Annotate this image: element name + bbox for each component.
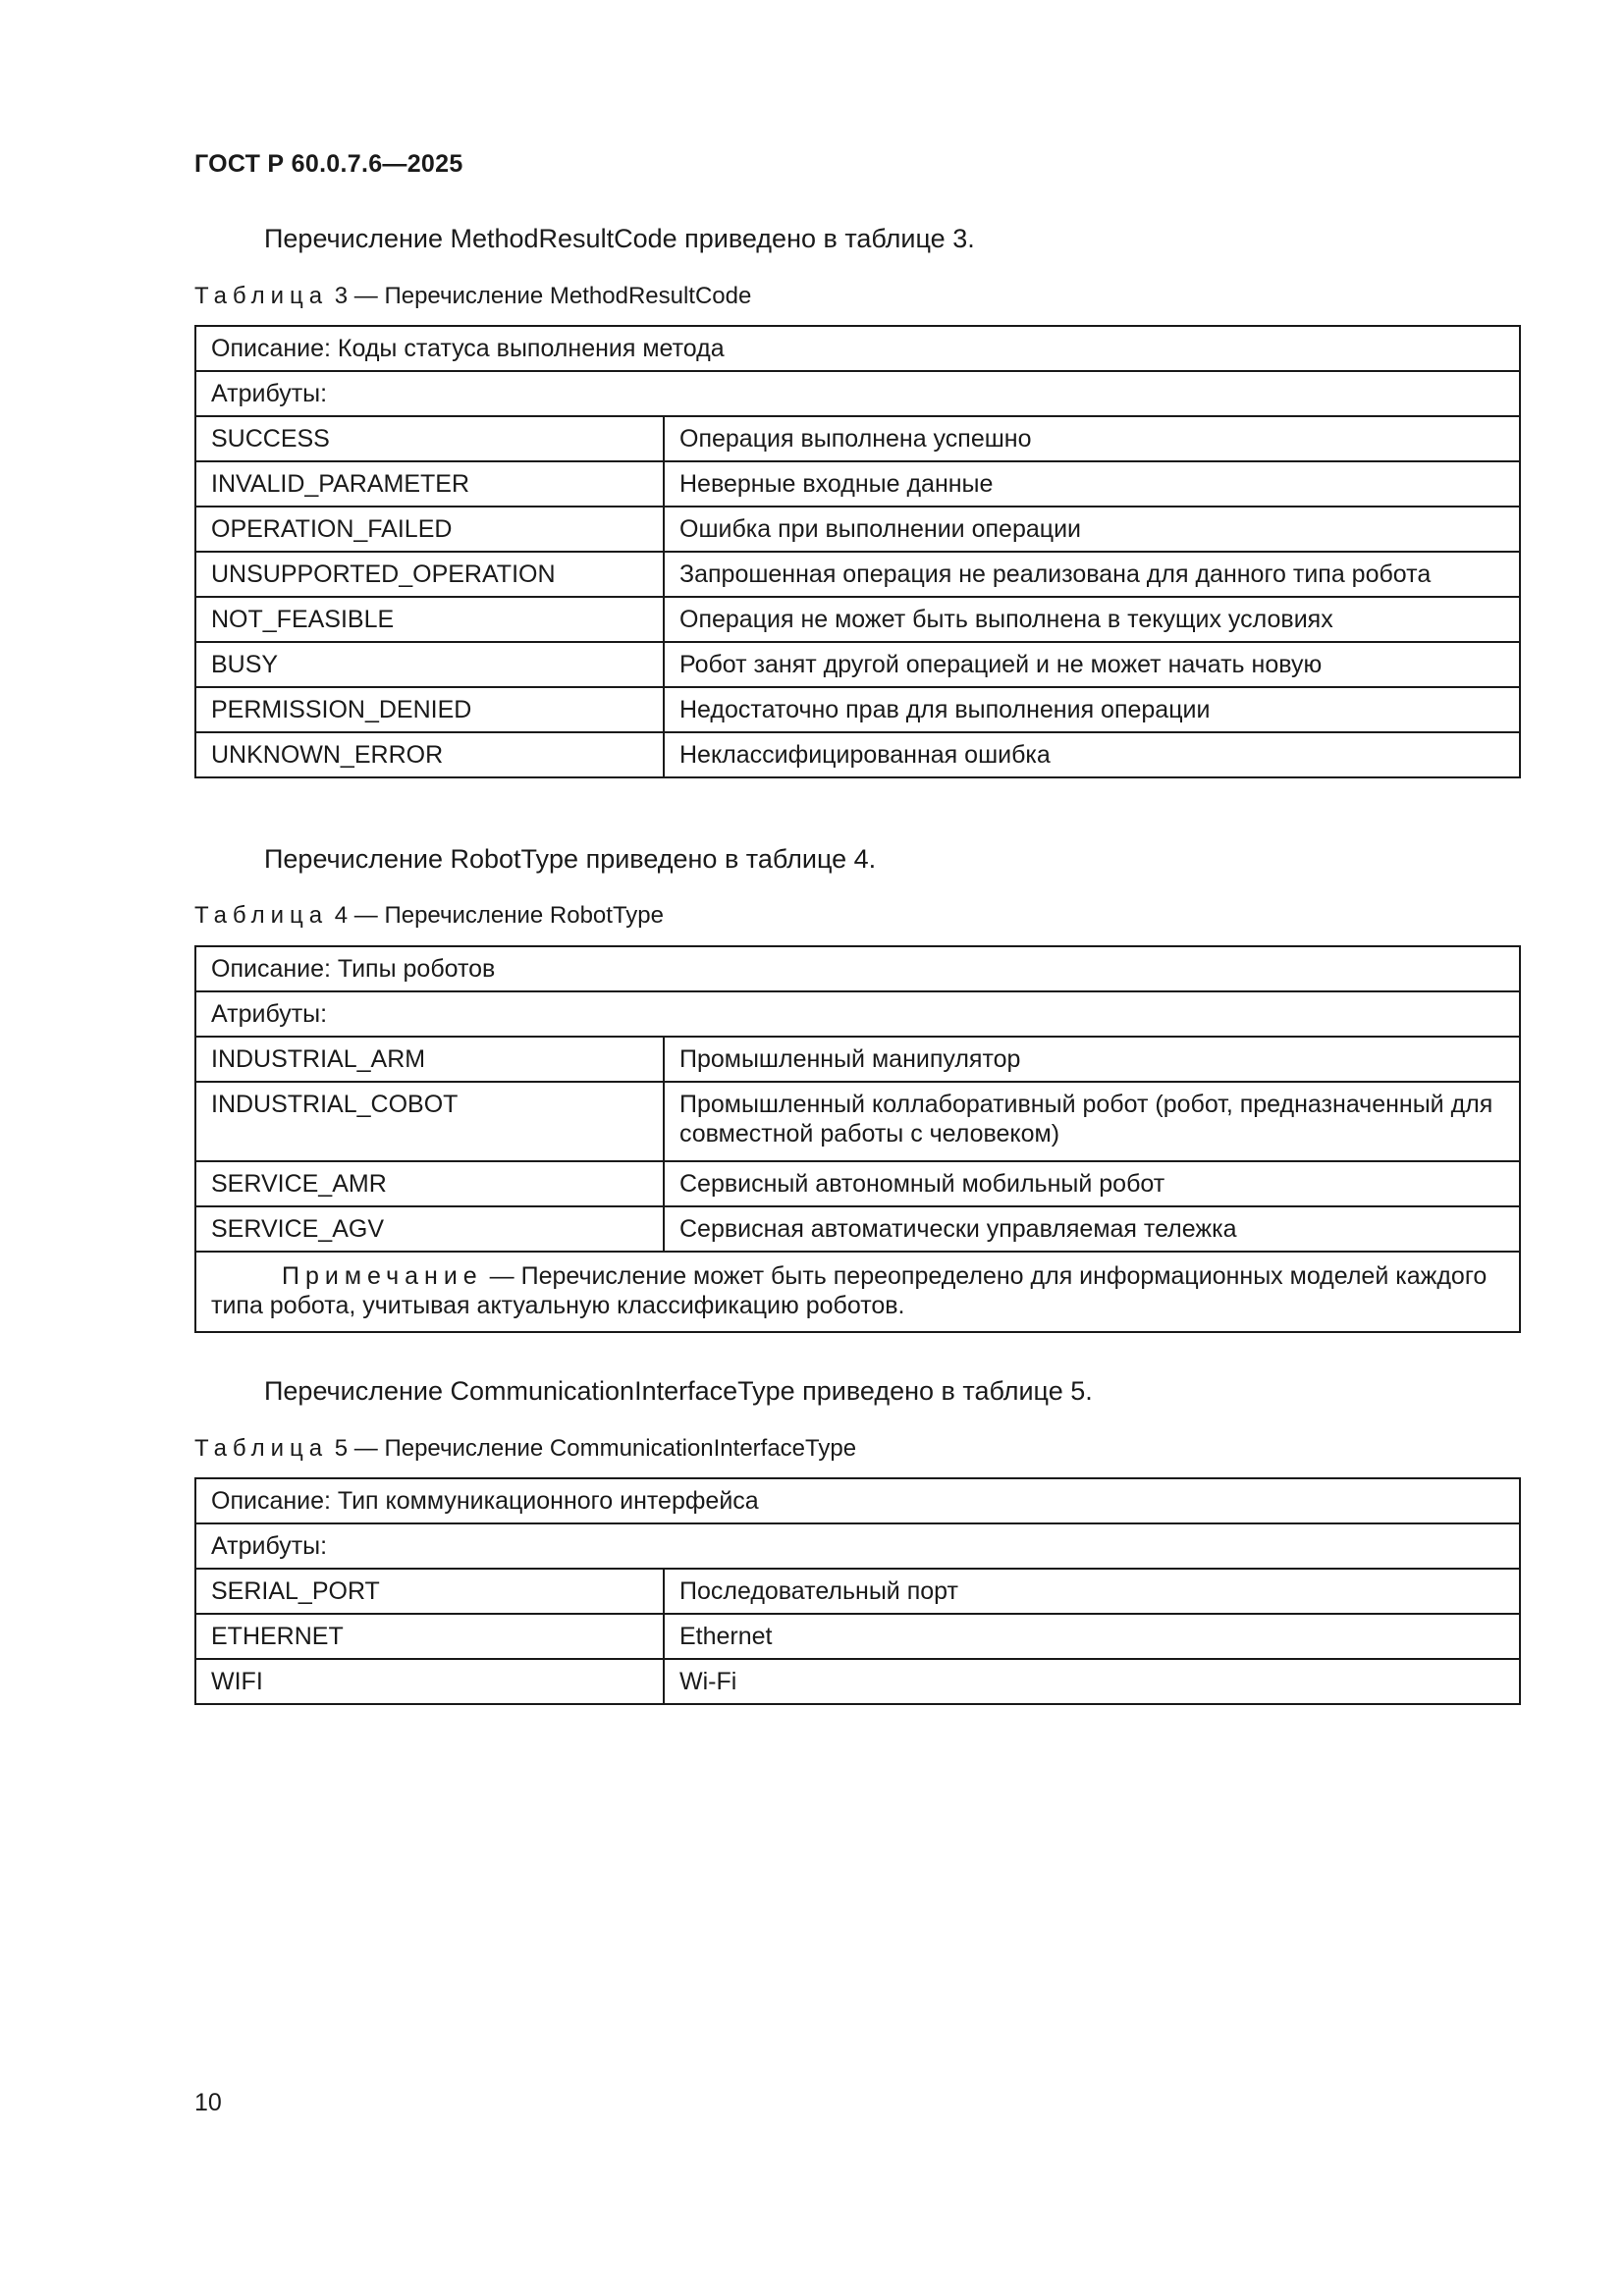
table-row [195,1161,1520,1206]
table-row [195,461,1520,507]
enum-code: INVALID_PARAMETER [195,461,664,507]
table4-caption [194,902,664,930]
table5-caption-label: Таблица [194,1435,329,1462]
enum-meaning: Операция не может быть выполнена в текущих условиях [664,597,1520,642]
enum-meaning: Сервисный автономный мобильный робот [664,1161,1520,1206]
table3-description: Описание: Коды статуса выполнения метода [195,326,1520,371]
table4-attributes-label: Атрибуты: [195,991,1520,1037]
enum-meaning: Недостаточно прав для выполнения операции [664,687,1520,732]
table5-description: Описание: Тип коммуникационного интерфейса [195,1478,1520,1523]
table5-attributes-label: Атрибуты: [195,1523,1520,1569]
table3-method-result-code [194,325,1521,778]
enum-meaning: Робот занят другой операцией и не может начать новую [664,642,1520,687]
page-number: 10 [194,2089,222,2116]
table3-attributes-label: Атрибуты: [195,371,1520,416]
table-row [195,1569,1520,1614]
table3-caption-label: Таблица [194,283,329,309]
enum-code: PERMISSION_DENIED [195,687,664,732]
enum-meaning: Запрошенная операция не реализована для данного типа робота [664,552,1520,597]
enum-code: UNSUPPORTED_OPERATION [195,552,664,597]
enum-code: WIFI [195,1659,664,1704]
enum-meaning: Сервисная автоматически управляемая тележка [664,1206,1520,1252]
enum-meaning: Ошибка при выполнении операции [664,507,1520,552]
enum-code: SERVICE_AMR [195,1161,664,1206]
note-text: — Перечисление может быть переопределено для информационных моделей каждого типа робота, учитывая актуальную классификацию роботов. [211,1262,1488,1319]
table3-caption-title: 3 — Перечисление MethodResultCode [334,283,752,309]
note-label: Примечание [282,1262,483,1290]
enum-code: BUSY [195,642,664,687]
document-id-header: ГОСТ Р 60.0.7.6—2025 [194,150,463,178]
table3-intro: Перечисление MethodResultCode приведено в таблице 3. [264,224,975,253]
enum-code: SUCCESS [195,416,664,461]
table-row [195,732,1520,777]
table-row [195,1082,1520,1161]
enum-meaning: Операция выполнена успешно [664,416,1520,461]
table4-robot-type [194,945,1521,1333]
enum-code: SERVICE_AGV [195,1206,664,1252]
table-row [195,416,1520,461]
table5-communication-interface-type [194,1477,1521,1705]
enum-meaning: Wi-Fi [664,1659,1520,1704]
enum-code: INDUSTRIAL_ARM [195,1037,664,1082]
enum-code: INDUSTRIAL_COBOT [195,1082,664,1161]
table-row [195,1659,1520,1704]
table4-intro: Перечисление RobotType приведено в таблице 4. [264,844,877,874]
enum-meaning: Промышленный манипулятор [664,1037,1520,1082]
enum-meaning: Неверные входные данные [664,461,1520,507]
enum-meaning: Ethernet [664,1614,1520,1659]
table-row [195,552,1520,597]
enum-meaning: Последовательный порт [664,1569,1520,1614]
table-row [195,1037,1520,1082]
enum-code: OPERATION_FAILED [195,507,664,552]
enum-code: ETHERNET [195,1614,664,1659]
enum-meaning: Промышленный коллаборативный робот (робот, предназначенный для совместной работы с человеком) [664,1082,1520,1161]
table5-intro: Перечисление CommunicationInterfaceType приведено в таблице 5. [264,1376,1093,1406]
table3-caption [194,283,751,310]
enum-code: UNKNOWN_ERROR [195,732,664,777]
table4-caption-title: 4 — Перечисление RobotType [334,902,664,929]
table4-caption-label: Таблица [194,902,329,929]
table5-caption-title: 5 — Перечисление CommunicationInterfaceType [334,1435,857,1462]
table4-note [195,1252,1520,1332]
enum-code: NOT_FEASIBLE [195,597,664,642]
table4-description: Описание: Типы роботов [195,946,1520,991]
table-row [195,507,1520,552]
table5-caption [194,1435,856,1463]
table-row [195,597,1520,642]
table-row [195,642,1520,687]
enum-code: SERIAL_PORT [195,1569,664,1614]
table-row [195,1206,1520,1252]
enum-meaning: Неклассифицированная ошибка [664,732,1520,777]
table-row [195,687,1520,732]
table-row [195,1614,1520,1659]
